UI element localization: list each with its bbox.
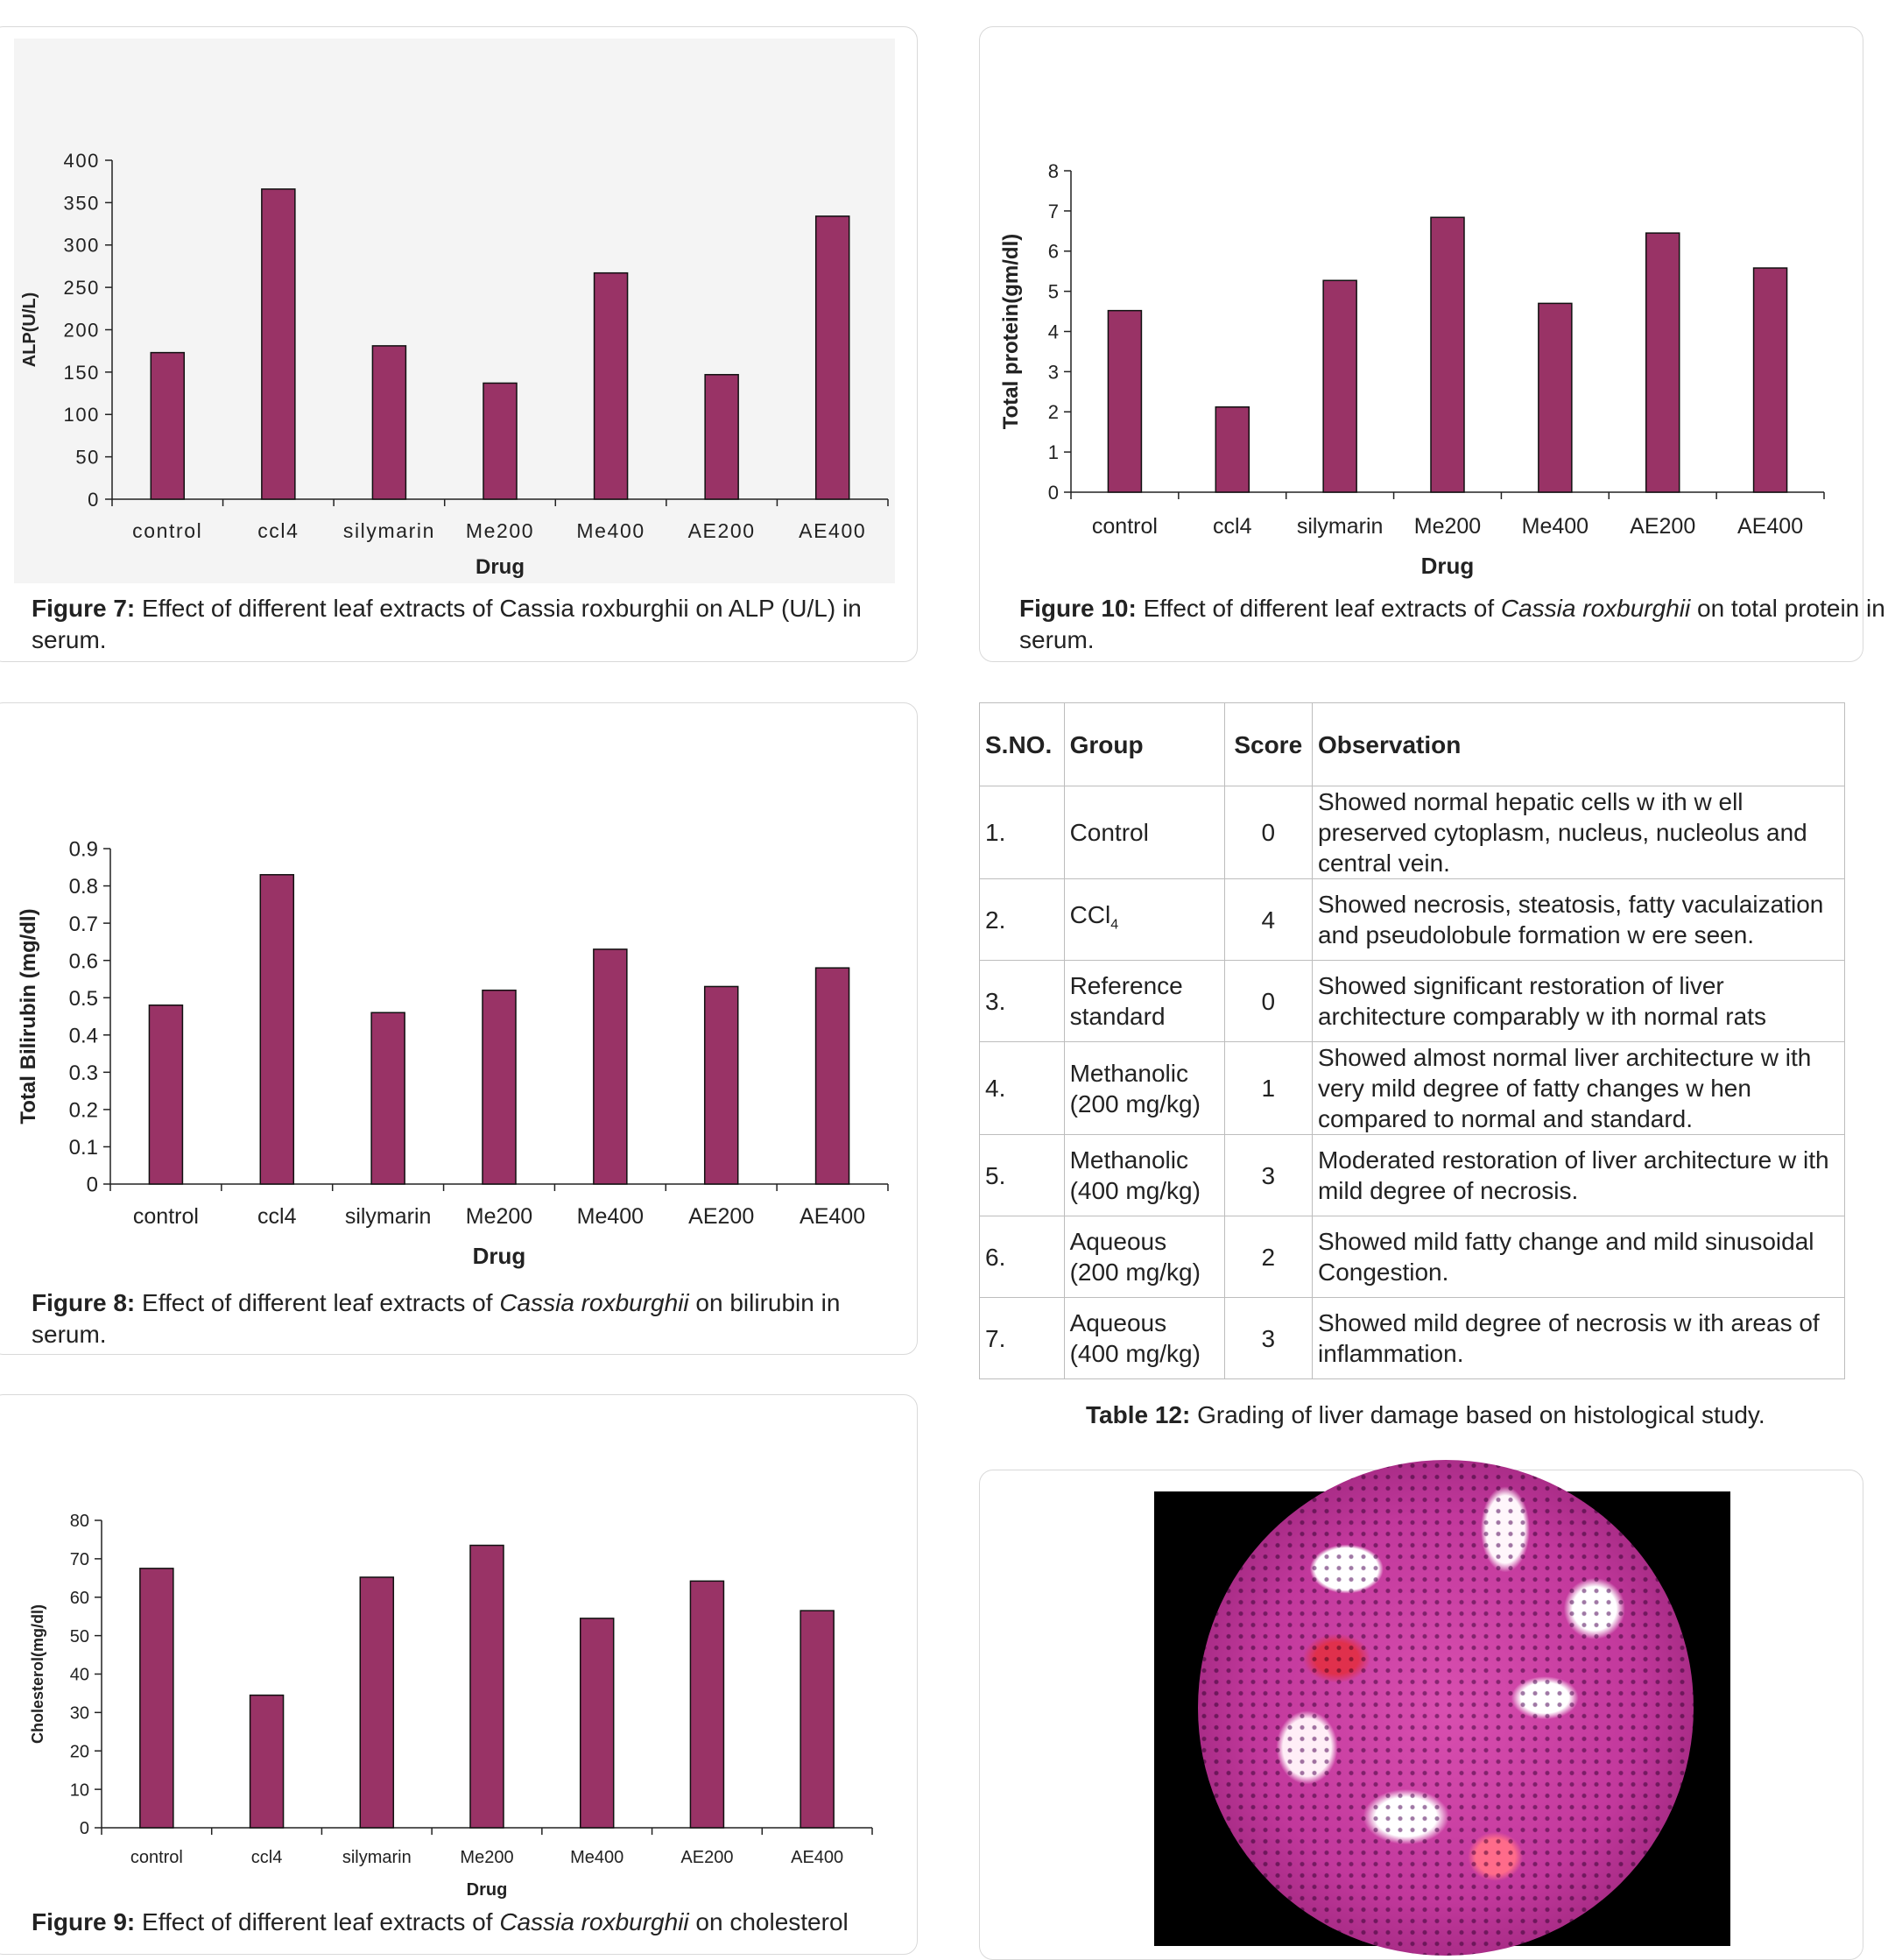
category-label: Me200	[465, 519, 535, 542]
bar-AE200	[705, 375, 738, 499]
category-label: AE200	[680, 1848, 734, 1867]
bar-Me400	[581, 1618, 614, 1828]
figure7-caption-text: Effect of different leaf extracts of Cassia roxburghii on ALP (U/L) in serum.	[32, 595, 862, 653]
category-label: silymarin	[342, 1848, 412, 1867]
category-label: AE200	[687, 519, 756, 542]
table-row	[980, 879, 1845, 961]
category-label: control	[132, 519, 203, 542]
bar-AE200	[705, 986, 738, 1184]
bar-silymarin	[372, 346, 405, 499]
group-cell: Control	[1064, 786, 1224, 879]
figure9-caption-species: Cassia roxburghii	[499, 1908, 689, 1935]
y-tick-label: 0	[79, 1819, 89, 1839]
observation-cell: Showed almost normal liver architecture w ith very mild degree of fatty changes w hen compared to normal and standard.	[1312, 1042, 1844, 1135]
y-tick-label: 8	[1047, 159, 1059, 182]
micrograph-cell-texture	[1198, 1460, 1694, 1956]
figure10-caption-pre: Effect of different leaf extracts of	[1143, 595, 1501, 622]
observation-cell: Showed mild degree of necrosis w ith areas of inflammation.	[1312, 1298, 1844, 1379]
y-axis-label: Cholesterol(mg/dl)	[29, 1604, 46, 1745]
bar-silymarin	[360, 1577, 393, 1828]
sno-cell: 2.	[980, 879, 1065, 961]
observation-cell: Showed necrosis, steatosis, fatty vaculaization and pseudolobule formation w ere seen.	[1312, 879, 1844, 961]
group-cell: Methanolic (200 mg/kg)	[1064, 1042, 1224, 1135]
category-label: control	[130, 1848, 183, 1867]
y-tick-label: 30	[69, 1703, 89, 1724]
group-cell: Aqueous (200 mg/kg)	[1064, 1216, 1224, 1298]
bar-ccl4	[260, 875, 293, 1184]
header-group: Group	[1064, 703, 1224, 786]
header-score: Score	[1224, 703, 1312, 786]
group-cell: Reference standard	[1064, 961, 1224, 1042]
figure8-caption	[32, 1287, 885, 1350]
category-label: Me400	[576, 519, 645, 542]
y-tick-label: 0.9	[68, 837, 98, 862]
observation-cell: Showed normal hepatic cells w ith w ell preserved cytoplasm, nucleus, nucleolus and central vein.	[1312, 786, 1844, 879]
figure10-caption	[1019, 593, 1895, 656]
y-tick-label: 10	[69, 1780, 89, 1801]
score-cell: 0	[1224, 961, 1312, 1042]
bar-ccl4	[1215, 407, 1249, 492]
y-tick-label: 50	[75, 446, 100, 469]
header-sno: S.NO.	[980, 703, 1065, 786]
category-label: ccl4	[1213, 514, 1252, 539]
figure8-caption-pre: Effect of different leaf extracts of	[142, 1289, 500, 1316]
sno-cell: 5.	[980, 1135, 1065, 1216]
bar-control	[151, 353, 184, 499]
bar-silymarin	[1323, 280, 1356, 492]
y-tick-label: 0.1	[68, 1136, 98, 1160]
category-label: AE400	[1737, 514, 1804, 539]
observation-cell: Showed significant restoration of liver architecture comparably w ith normal rats	[1312, 961, 1844, 1042]
category-label: Me200	[1413, 514, 1482, 539]
sno-cell: 4.	[980, 1042, 1065, 1135]
table12-caption	[1086, 1401, 1765, 1429]
y-tick-label: 0.3	[68, 1061, 98, 1085]
header-observation: Observation	[1312, 703, 1844, 786]
category-label: silymarin	[344, 1204, 432, 1229]
figure8-bilirubin-chart	[0, 701, 919, 1279]
bar-Me400	[594, 949, 627, 1184]
figure9-cholesterol-chart	[0, 1392, 919, 1929]
figure8-caption-label: Figure 8:	[32, 1289, 136, 1316]
table-row	[980, 786, 1845, 879]
observation-cell: Showed mild fatty change and mild sinusoidal Congestion.	[1312, 1216, 1844, 1298]
figure9-caption	[32, 1907, 907, 1938]
category-label: ccl4	[257, 1204, 297, 1229]
category-label: AE400	[799, 519, 867, 542]
bar-ccl4	[250, 1696, 284, 1828]
y-tick-label: 100	[63, 404, 100, 427]
figure7-alp-chart	[0, 0, 919, 613]
table-row	[980, 1216, 1845, 1298]
category-label: Me200	[460, 1848, 514, 1867]
y-tick-label: 80	[69, 1512, 89, 1532]
y-tick-label: 3	[1047, 361, 1059, 384]
figure7-caption-label: Figure 7:	[32, 595, 136, 622]
y-tick-label: 50	[69, 1626, 89, 1646]
group-cell: CCl$_4$	[1064, 879, 1224, 961]
liver-histology-micrograph	[1154, 1491, 1730, 1946]
x-axis-label: Drug	[472, 1243, 526, 1269]
category-label: AE200	[688, 1204, 755, 1229]
y-tick-label: 70	[69, 1550, 89, 1570]
bar-AE400	[816, 968, 849, 1184]
y-tick-label: 0.4	[68, 1024, 98, 1048]
bar-Me200	[470, 1546, 504, 1828]
micrograph-stained-field	[1198, 1460, 1694, 1956]
bar-Me200	[1431, 217, 1464, 492]
group-label: CCl	[1069, 900, 1111, 928]
bar-ccl4	[262, 189, 295, 499]
category-label: AE200	[1630, 514, 1696, 539]
bar-control	[140, 1569, 173, 1828]
score-cell: 1	[1224, 1042, 1312, 1135]
group-cell: Aqueous (400 mg/kg)	[1064, 1298, 1224, 1379]
table12-caption-text: Grading of liver damage based on histological study.	[1197, 1401, 1765, 1428]
y-tick-label: 2	[1047, 401, 1059, 424]
y-tick-label: 300	[63, 234, 100, 257]
y-tick-label: 400	[63, 149, 100, 172]
y-tick-label: 20	[69, 1742, 89, 1762]
bar-Me200	[483, 991, 516, 1184]
y-tick-label: 200	[63, 319, 100, 342]
category-label: Me400	[570, 1848, 624, 1867]
category-label: AE400	[800, 1204, 866, 1229]
figure10-caption-species: Cassia roxburghii	[1500, 595, 1691, 622]
table12-caption-label: Table 12:	[1086, 1401, 1191, 1428]
category-label: silymarin	[342, 519, 435, 542]
sno-cell: 6.	[980, 1216, 1065, 1298]
y-tick-label: 250	[63, 277, 100, 300]
plot-background	[14, 39, 895, 583]
table-row	[980, 961, 1845, 1042]
y-tick-label: 60	[69, 1588, 89, 1608]
y-axis-label: ALP(U/L)	[20, 292, 39, 368]
y-tick-label: 5	[1047, 280, 1059, 303]
category-label: silymarin	[1296, 514, 1384, 539]
table-row	[980, 1042, 1845, 1135]
table-row	[980, 1298, 1845, 1379]
y-tick-label: 0.6	[68, 949, 98, 974]
figure10-total-protein-chart	[981, 0, 1845, 613]
bar-control	[1108, 311, 1141, 492]
bar-control	[149, 1005, 182, 1184]
figure10-caption-post: on total protein in serum.	[1019, 595, 1885, 653]
y-tick-label: 40	[69, 1665, 89, 1685]
bar-AE400	[816, 216, 849, 499]
bar-AE200	[1646, 233, 1680, 492]
x-axis-label: Drug	[476, 555, 525, 579]
figure9-caption-label: Figure 9:	[32, 1908, 136, 1935]
y-tick-label: 0.5	[68, 986, 98, 1011]
category-label: Me400	[576, 1204, 645, 1229]
y-tick-label: 0.7	[68, 912, 98, 936]
y-tick-label: 0.8	[68, 875, 98, 899]
category-label: Me200	[465, 1204, 533, 1229]
figure10-caption-label: Figure 10:	[1019, 595, 1137, 622]
sno-cell: 1.	[980, 786, 1065, 879]
observation-cell: Moderated restoration of liver architecture w ith mild degree of necrosis.	[1312, 1135, 1844, 1216]
bar-silymarin	[371, 1012, 405, 1184]
figure9-caption-pre: Effect of different leaf extracts of	[142, 1908, 500, 1935]
y-tick-label: 150	[63, 361, 100, 384]
bar-AE400	[1754, 268, 1787, 492]
y-tick-label: 4	[1047, 321, 1059, 343]
bar-AE400	[800, 1611, 834, 1828]
sno-cell: 7.	[980, 1298, 1065, 1379]
score-cell: 3	[1224, 1135, 1312, 1216]
figure8-caption-post: on bilirubin in serum.	[32, 1289, 841, 1348]
table12-liver-grading	[979, 702, 1845, 1379]
y-axis-label: Total Bilirubin (mg/dl)	[17, 908, 40, 1125]
table-header-row	[980, 703, 1845, 786]
bar-Me400	[1539, 303, 1572, 492]
category-label: AE400	[791, 1848, 844, 1867]
x-axis-label: Drug	[1420, 553, 1475, 579]
y-tick-label: 0	[1047, 481, 1059, 504]
score-cell: 3	[1224, 1298, 1312, 1379]
y-tick-label: 6	[1047, 240, 1059, 263]
bar-Me400	[595, 273, 628, 499]
category-label: Me400	[1521, 514, 1589, 539]
score-cell: 4	[1224, 879, 1312, 961]
category-label: ccl4	[250, 1848, 283, 1867]
y-tick-label: 0	[88, 488, 100, 511]
y-tick-label: 0.2	[68, 1098, 98, 1123]
figure9-caption-post: on cholesterol	[688, 1908, 849, 1935]
y-axis-label: Total protein(gm/dl)	[999, 233, 1023, 430]
figure7-caption	[32, 593, 885, 656]
y-tick-label: 0	[86, 1173, 98, 1197]
x-axis-label: Drug	[466, 1880, 508, 1900]
category-label: ccl4	[257, 519, 299, 542]
category-label: control	[1091, 514, 1158, 539]
score-cell: 0	[1224, 786, 1312, 879]
bar-Me200	[483, 383, 517, 499]
y-tick-label: 7	[1047, 200, 1059, 222]
bar-AE200	[690, 1581, 723, 1828]
y-tick-label: 1	[1047, 441, 1059, 464]
sno-cell: 3.	[980, 961, 1065, 1042]
group-cell: Methanolic (400 mg/kg)	[1064, 1135, 1224, 1216]
table-row	[980, 1135, 1845, 1216]
score-cell: 2	[1224, 1216, 1312, 1298]
y-tick-label: 350	[63, 192, 100, 215]
figure8-caption-species: Cassia roxburghii	[499, 1289, 689, 1316]
category-label: control	[132, 1204, 199, 1229]
